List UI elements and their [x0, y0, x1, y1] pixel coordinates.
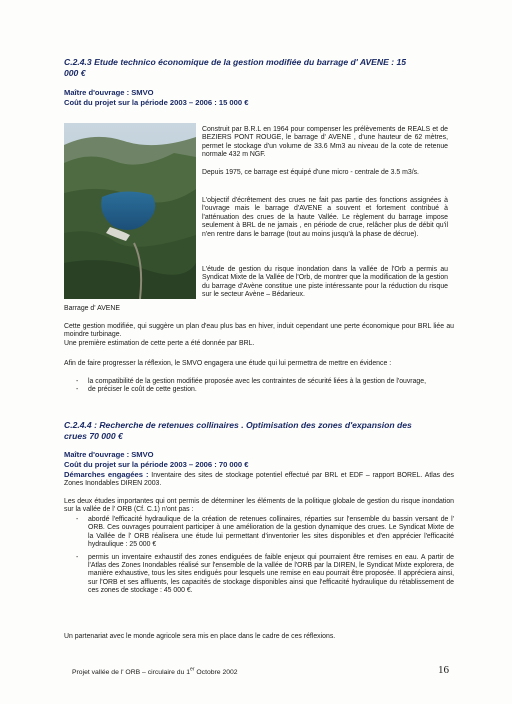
- dam-landscape-image: [64, 123, 196, 299]
- owner-line-2: Maître d'ouvrage : SMVO: [64, 450, 154, 459]
- paragraph-micro-centrale: Depuis 1975, ce barrage est équipé d'une micro - centrale de 3.5 m3/s.: [202, 169, 419, 176]
- paragraph-gestion-modifiee: Cette gestion modifiée, qui suggère un plan d'eau plus bas en hiver, induit cependant une perte économique pour BRL liée au moindre turbinage.: [64, 323, 454, 339]
- list-item: - abordé l'efficacité hydraulique de la création de retenues collinaires, réparties sur l'ensemble du bassin versant de l' ORB. Ces ouvrages pourraient participer à une amélioration de la gestion dynamique des crues. Le Syndicat Mixte de la Vallée de l' ORB réalisera une étude lui permettant d'inventorier les sites disponibles et d'en apprécier l'efficacité hydraulique : 25 000 €: [64, 516, 454, 550]
- footer-text: [72, 668, 238, 677]
- objectives-list: [64, 378, 454, 395]
- list-item: - la compatibilité de la gestion modifiée proposée avec les contraintes de sécurité liées à la gestion de l'ouvrage,: [64, 378, 454, 386]
- section-title-c243: [64, 57, 454, 79]
- paragraph-reflexion: Afin de faire progresser la réflexion, le SMVO engagera une étude qui lui permettra de mettre en évidence :: [64, 360, 392, 367]
- list-item: - de préciser le coût de cette gestion.: [64, 386, 454, 394]
- cost-line-2: Coût du projet sur la période 2003 – 2006 : 70 000 €: [64, 460, 249, 469]
- paragraph-construction: Construit par B.R.L en 1964 pour compenser les prélèvements de REALS et de BEZIERS PONT ROUGE, le barrage d' AVENE , d'une hauteur de 62 mètres, permet le stockage d'un volume de 33.6 Mm3 au niveau de la cote de retenue normale 432 m NGF.: [202, 126, 448, 159]
- paragraph-studies-intro: Les deux études importantes qui ont permis de déterminer les éléments de la politique globale de gestion du risque inondation sur la vallée de l' ORB (Cf. C.1) n'ont pas :: [64, 498, 454, 514]
- section-title-line1: C.2.4.3 Etude technico économique de la gestion modifiée du barrage d' AVENE : 15: [64, 57, 407, 67]
- cost-line: Coût du projet sur la période 2003 – 2006 : 15 000 €: [64, 98, 249, 107]
- paragraph-partenariat: Un partenariat avec le monde agricole sera mis en place dans le cadre de ces réflexions.: [64, 633, 336, 640]
- steps-engaged: [64, 471, 454, 489]
- list-item: - permis un inventaire exhaustif des zones endiguées de faible enjeux qui pourraient être remises en eau. A partir de l'Atlas des Zones Inondables réalisé sur l'ensemble de la vallée de l'ORB par la DIREN, le Syndicat Mixte explorera, de manière exhaustive, tous les sites endigués pour lesquels une remise en eau pourrait être proposée. Il appréciera ainsi, sur l'ORB et ses affluents, les capacités de stockage disponibles ainsi que l'efficacité hydraulique du rétablissement de ces zones de stockage : 45 000 €.: [64, 554, 454, 596]
- footer-sup: er: [190, 666, 195, 673]
- owner-line: Maître d'ouvrage : SMVO: [64, 88, 154, 97]
- section-title-line2: 000 €: [64, 68, 86, 78]
- photo-caption: Barrage d' AVENE: [64, 305, 120, 312]
- steps-text: Inventaire des sites de stockage potentiel effectué par BRL et EDF – rapport BOREL. Atlas des Zones Inondables DIREN 2003.: [64, 472, 454, 488]
- footer-suffix: Octobre 2002: [194, 669, 238, 676]
- paragraph-ecretement: L'objectif d'écrêtement des crues ne fait pas partie des fonctions assignées à l'ouvrage mais le barrage d'AVENE a souvent et fortement contribué à l'atténuation des crues de la haute Vallée. Le règlement du barrage impose seulement à BRL de ne jamais , en période de crue, relâcher plus de débit qu'il n'en rentre dans le barrage (tout au moins jusqu'à la phase de décrue).: [202, 197, 448, 238]
- footer-prefix: Projet vallée de l' ORB – circulaire du 1: [72, 669, 191, 676]
- paragraph-etude-gestion: L'étude de gestion du risque inondation dans la vallée de l'Orb a permis au Syndicat Mixte de la Vallée de l'Orb, de montrer que la modification de la gestion du barrage d'Avène constitue une piste intéressante pour la réduction du risque sur le secteur Avène – Bédarieux.: [202, 266, 448, 299]
- page-number: 16: [438, 664, 449, 676]
- section-title-line1: C.2.4.4 : Recherche de retenues collinaires . Optimisation des zones d'expansion des: [64, 420, 412, 430]
- dam-photo: [64, 123, 196, 299]
- paragraph-estimation: Une première estimation de cette perte a été donnée par BRL.: [64, 340, 255, 347]
- studies-list: [64, 516, 454, 596]
- section-title-line2: crues 70 000 €: [64, 431, 123, 441]
- section-title-c244: [64, 420, 454, 442]
- steps-label: Démarches engagées :: [64, 470, 149, 479]
